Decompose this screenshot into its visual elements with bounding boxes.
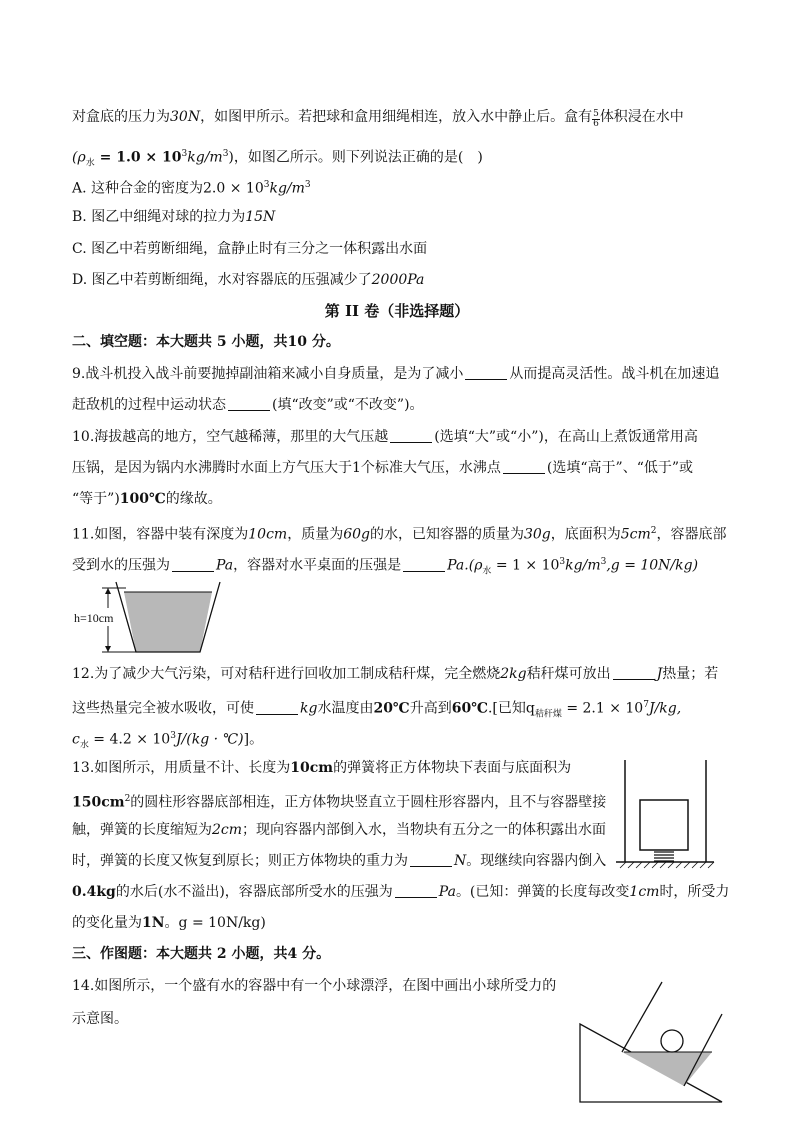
fraction-five-sixths: $\frac{5}{6}$ xyxy=(593,109,599,129)
q14-line1: 14.如图所示，一个盛有水的容器中有一个小球漂浮，在图中画出小球所受力的 xyxy=(72,978,557,994)
q11-line1: 11.如图，容器中装有深度为10cm，质量为60g的水，已知容器的质量为30g，底面积为$5cm^2$，容器底部 xyxy=(72,526,727,543)
q13-spring-figure xyxy=(610,758,720,870)
q13-line3: 触，弹簧的长度缩短为2cm；现向容器内部倒入水，当物块有五分之一的体积露出水面 xyxy=(72,822,607,838)
base-hatching xyxy=(620,862,714,868)
q12-blank-1[interactable] xyxy=(613,665,655,680)
part2-title: 第 II 卷（非选择题） xyxy=(324,302,470,320)
q10-line2: 压锅，是因为锅内水沸腾时水面上方气压大于1个标准大气压，水沸点 (选填“高于”、“低于”或 xyxy=(72,460,694,476)
q14-incline-figure xyxy=(576,980,726,1106)
q13-line2: $150cm^2$的圆柱形容器底部相连，正方体物块竖直立于圆柱形容器内，且不与容器壁接 xyxy=(72,794,607,811)
q8-line1: 对盒底的压力为30N，如图甲所示。若把球和盒用细绳相连，放入水中静止后。盒有 $\frac{5}{6}$ 体积浸在水中 xyxy=(72,109,684,129)
q13-line5: 0.4kg的水后(水不溢出)，容器底部所受水的压强为 Pa。(已知：弹簧的长度每改变1cm时，所受力 xyxy=(72,884,730,900)
section2-header: 二、填空题：本大题共 5 小题，共10 分。 xyxy=(72,334,340,350)
q13-line6: 的变化量为1N。g = 10N/kg) xyxy=(72,915,266,931)
q13-line4: 时，弹簧的长度又恢复到原长；则正方体物块的重力为 N。现继续向容器内倒入 xyxy=(72,853,607,869)
q9-line2: 赶敌机的过程中运动状态 (填“改变”或“不改变”)。 xyxy=(72,397,424,413)
q12-blank-2[interactable] xyxy=(256,700,298,715)
q8-line2: $(\rho_水 = 1.0 \times 10^3kg/m^3)$，如图乙所示。则下列说法正确的是( ) xyxy=(72,149,483,169)
q11-blank-1[interactable] xyxy=(172,557,214,572)
q14-line2: 示意图。 xyxy=(72,1011,128,1027)
q8-option-a[interactable]: A. 这种合金的密度为$2.0 \times 10^3kg/m^3$ xyxy=(72,180,311,197)
q9-line1: 9.战斗机投入战斗前要抛掉副油箱来减小自身质量，是为了减小 从而提高灵活性。战斗机在加速追 xyxy=(72,366,720,382)
q10-line3: “等于”)100℃的缘故。 xyxy=(72,491,222,507)
depth-label: h=10cm xyxy=(74,611,114,625)
container-left-side xyxy=(622,982,662,1052)
floating-ball xyxy=(661,1030,683,1052)
spring xyxy=(654,852,674,861)
water-fill xyxy=(124,592,212,652)
q11-container-figure xyxy=(72,578,232,658)
dim-arrow-bottom xyxy=(105,646,111,652)
q10-line1: 10.海拔越高的地方，空气越稀薄，那里的大气压越 (选填“大”或“小”)，在高山上煮饭通常用高 xyxy=(72,429,698,445)
q8-option-b[interactable]: B. 图乙中细绳对球的拉力为15N xyxy=(72,209,276,225)
q13-blank-2[interactable] xyxy=(395,883,437,898)
q10-blank-1[interactable] xyxy=(390,428,432,443)
q13-blank-1[interactable] xyxy=(410,852,452,867)
q9-blank-2[interactable] xyxy=(228,396,270,411)
q13-line1: 13.如图所示，用质量不计、长度为10cm的弹簧将正方体物块下表面与底面积为 xyxy=(72,760,572,776)
section3-header: 三、作图题：本大题共 2 小题，共4 分。 xyxy=(72,946,331,962)
cube-block xyxy=(640,800,688,850)
container-right-side xyxy=(684,1014,722,1086)
q9-blank-1[interactable] xyxy=(465,365,507,380)
q11-line2: 受到水的压强为 Pa，容器对水平桌面的压强是 $Pa.(\rho_水 = 1 \times 10^3kg/m^3,g = 10N/kg)$ xyxy=(72,557,699,577)
q11-blank-2[interactable] xyxy=(403,557,445,572)
q12-line3: $c_水 = 4.2 \times 10^3J/(kg$ · ℃)]。 xyxy=(72,731,264,751)
q8-option-c[interactable]: C. 图乙中若剪断细绳，盒静止时有三分之一体积露出水面 xyxy=(72,241,428,257)
q10-blank-2[interactable] xyxy=(503,459,545,474)
dim-arrow-top xyxy=(105,588,111,594)
q12-line2: 这些热量完全被水吸收，可使 kg水温度由20℃升高到60℃.[已知$q_{秸秆煤} = 2.1 \times 10^7J/kg$, xyxy=(72,700,682,720)
q8-option-d[interactable]: D. 图乙中若剪断细绳，水对容器底的压强减少了2000Pa xyxy=(72,272,425,288)
q12-line1: 12.为了减少大气污染，可对秸秆进行回收加工制成秸秆煤，完全燃烧2kg秸秆煤可放出 J热量；若 xyxy=(72,666,719,682)
